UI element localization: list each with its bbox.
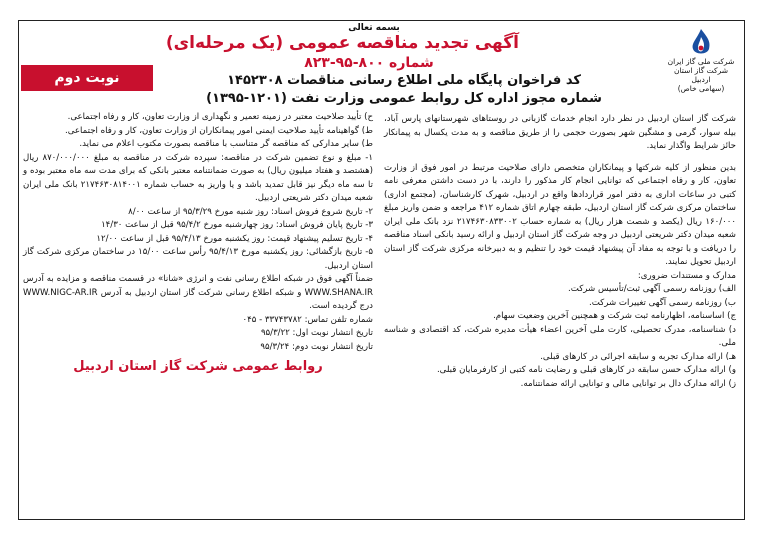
company-name-2: شرکت گاز استان اردبیل bbox=[673, 66, 729, 84]
doc-item: د) شناسنامه، مدرک تحصیلی، کارت ملی آخرین اعضاء هیأت مدیره شرکت، کد اقتصادی و شناسه ملی. bbox=[384, 324, 736, 348]
round-badge: نوبت دوم bbox=[21, 65, 153, 91]
list-item: ۴- تاریخ تسلیم پیشنهاد قیمت: روز یکشنبه مورخ ۹۵/۴/۱۳ قبل از ساعت ۱۲/۰۰ bbox=[96, 233, 373, 244]
list-item: ۱- مبلغ و نوع تضمین شرکت در مناقصه: سپرده شرکت در مناقصه به مبلغ ۸۷۰/۰۰۰/۰۰۰ ریال (هشتصد و هفتاد میلیون ریال) به صورت ضمانتنامه معتبر بانکی که برای مدت سه ماه معتبر بوده و تا سه ماه دیگر نیز قابل تمدید باشد و یا واریز به حساب شماره ۲۱۷۴۶۳۰۸۱۴۰۰۱ بانک ملی ایران شعبه میدان دکتر شریعتی اردبیل. bbox=[23, 152, 373, 203]
publish-date-first: تاریخ انتشار نوبت اول: ۹۵/۳/۲۲ bbox=[260, 328, 373, 338]
doc-item: هـ) ارائه مدارک تجربه و سابقه اجرائی در کارهای قبلی. bbox=[540, 351, 736, 362]
list-item: ط) گواهینامه تأیید صلاحیت ایمنی امور پیمانکاران از وزارت تعاون، کار و رفاه اجتماعی. bbox=[65, 125, 373, 136]
license-line: شماره مجوز اداره کل روابط عمومی وزارت نفت (۱۲۰۱-۱۳۹۵) bbox=[206, 91, 602, 106]
tender-number: شماره ۸۰۰-۹۵-۸۲۳ bbox=[304, 55, 434, 71]
right-column bbox=[384, 113, 736, 391]
intro-paragraph: شرکت گاز استان اردبیل در نظر دارد انجام خدمات گازبانی در روستاهای شهرستانهای پارس آباد، بیله سوار، گرمی و مشگین شهر بصورت حجمی را از طریق مناقصه و به مدت یکسال به پیمانکار حائز شرایط واگذار نماید. bbox=[384, 114, 736, 151]
call-code-line: کد فراخوان پایگاه ملی اطلاع رسانی مناقصات ۱۴۵۲۳۰۸ bbox=[227, 73, 581, 88]
doc-item: ج) اساسنامه، اظهارنامه ثبت شرکت و همچنین آخرین وضعیت سهام. bbox=[493, 311, 736, 321]
contact-phone: شماره تلفن تماس: ۳۳۷۴۳۷۸۲ - ۰۴۵ bbox=[242, 314, 373, 325]
list-item: ۵- تاریخ بازگشائی: روز یکشنبه مورخ ۹۵/۴/۱۳ رأس ساعت ۱۵/۰۰ در ساختمان مرکزی شرکت گاز استان اردبیل. bbox=[23, 247, 374, 271]
publish-date-second: تاریخ انتشار نوبت دوم: ۹۵/۳/۲۴ bbox=[260, 341, 373, 352]
page-title: آگهی تجدید مناقصه عمومی (یک مرحله‌ای) bbox=[165, 33, 519, 53]
doc-item: و) ارائه مدارک حسن سابقه در کارهای قبلی و رضایت نامه کتبی از کارفرمایان قبلی. bbox=[436, 365, 736, 375]
doc-item: ز) ارائه مدارک دال بر توانایی مالی و توانایی ارائه ضمانتنامه. bbox=[520, 378, 736, 389]
tender-advertisement bbox=[18, 20, 745, 520]
company-logo bbox=[666, 27, 736, 93]
signature: روابط عمومی شرکت گاز استان اردبیل bbox=[73, 359, 323, 374]
company-type: (سهامی خاص) bbox=[677, 84, 725, 93]
basmala: بسمه تعالی bbox=[348, 23, 400, 33]
instructions-paragraph: بدین منظور از کلیه شرکتها و پیمانکاران متخصص دارای صلاحیت مرتبط در امور فوق از وزارت تعاون، کار و رفاه اجتماعی که توانایی انجام کار مذکور را دارند، با در دست داشتن معرفی نامه کتبی در ساعات اداری به دفتر امور قراردادها واقع در اردبیل، شهرک کارشناسان، (مجتمع اداری) ساختمان مرکزی شرکت گاز استان اردبیل، طبقه چهارم اتاق شماره ۴۱۲ مراجعه و ضمن واریز مبلغ ۱۶۰/۰۰۰ ریال (یکصد و شصت هزار ریال) به شماره حساب ۲۱۷۴۶۳۰۸۳۳۰۰۲ نزد بانک ملی ایران شعبه میدان دکتر شریعتی اردبیل در وجه شرکت گاز استان اردبیل و ارائه رسید بانکی اسناد مناقصه را دریافت و با توجه به مفاد آن پیشنهاد قیمت خود را تنظیم و به دبیرخانه مرکزی شرکت گاز استان اردبیل تحویل نمایند. bbox=[384, 162, 736, 267]
list-item: ۲- تاریخ شروع فروش اسناد: روز شنبه مورخ ۹۵/۳/۲۹ از ساعت ۸/۰۰ bbox=[128, 206, 373, 217]
company-name-1: شرکت ملی گاز ایران bbox=[667, 57, 735, 66]
doc-item: الف) روزنامه رسمی آگهی ثبت/تأسیس شرکت. bbox=[568, 284, 736, 294]
list-item: ضمناً آگهی فوق در شبکه اطلاع رسانی نفت و انرژی «شانا» در قسمت مناقصه و مزایده به آدرس WWW.SHANA.IR و شبکه اطلاع رسانی شرکت گاز استان اردبیل به آدرس WWW.NIGC-AR.IR درج گردیده است. bbox=[23, 274, 373, 311]
list-item: ط) سایر مدارکی که مناقصه گر متناسب با مناقصه بصورت مکتوب اعلام می نماید. bbox=[79, 139, 373, 149]
left-column bbox=[23, 111, 373, 374]
list-item: ح) تأیید صلاحیت معتبر در زمینه تعمیر و نگهداری از وزارت تعاون، کار و رفاه اجتماعی. bbox=[67, 112, 373, 122]
docs-title: مدارک و مستندات ضروری: bbox=[637, 270, 736, 281]
doc-item: ب) روزنامه رسمی آگهی تغییرات شرکت. bbox=[588, 297, 736, 308]
gas-flame-icon bbox=[681, 27, 721, 57]
list-item: ۳- تاریخ پایان فروش اسناد: روز چهارشنبه مورخ ۹۵/۴/۲ قبل از ساعت ۱۴/۳۰ bbox=[101, 220, 373, 230]
